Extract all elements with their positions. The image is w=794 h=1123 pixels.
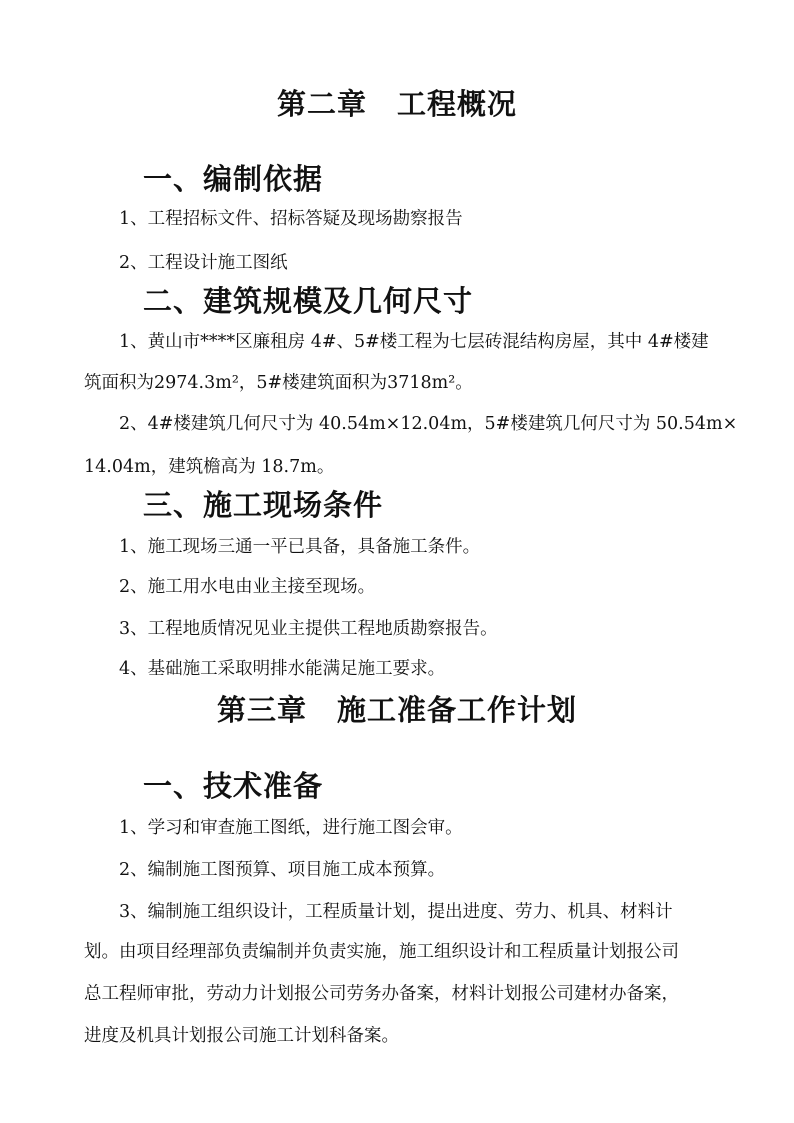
section-building-scale-title: 二、建筑规模及几何尺寸 — [143, 284, 474, 318]
list-item: 1、学习和审查施工图纸，进行施工图会审。 — [119, 818, 463, 838]
paragraph-line: 进度及机具计划报公司施工计划科备案。 — [84, 1026, 399, 1046]
list-item: 2、施工用水电由业主接至现场。 — [119, 577, 376, 597]
paragraph-line: 总工程师审批，劳动力计划报公司劳务办备案，材料计划报公司建材办备案， — [84, 984, 679, 1004]
list-item: 2、工程设计施工图纸 — [119, 253, 288, 273]
list-item: 1、施工现场三通一平已具备，具备施工条件。 — [119, 537, 481, 557]
section-compilation-basis-title: 一、编制依据 — [143, 162, 324, 196]
paragraph-line: 筑面积为2974.3m²，5#楼建筑面积为3718m²。 — [84, 373, 473, 393]
section-technical-preparation-title: 一、技术准备 — [143, 769, 324, 803]
list-item: 4、基础施工采取明排水能满足施工要求。 — [119, 659, 446, 679]
paragraph-line: 划。由项目经理部负责编制并负责实施，施工组织设计和工程质量计划报公司 — [84, 942, 679, 962]
paragraph-line: 2、4#楼建筑几何尺寸为 40.54m×12.04m，5#楼建筑几何尺寸为 50.54m× — [119, 414, 738, 434]
chapter-2-title: 第二章 工程概况 — [276, 87, 517, 121]
list-item: 3、工程地质情况见业主提供工程地质勘察报告。 — [119, 619, 498, 639]
chapter-3-title: 第三章 施工准备工作计划 — [216, 693, 577, 727]
section-site-conditions-title: 三、施工现场条件 — [143, 488, 384, 522]
list-item: 1、工程招标文件、招标答疑及现场勘察报告 — [119, 209, 463, 229]
paragraph-line: 14.04m，建筑檐高为 18.7m。 — [84, 457, 335, 477]
paragraph-line: 1、黄山市****区廉租房 4#、5#楼工程为七层砖混结构房屋，其中 4#楼建 — [119, 332, 709, 352]
paragraph-line: 3、编制施工组织设计，工程质量计划，提出进度、劳力、机具、材料计 — [119, 902, 673, 922]
list-item: 2、编制施工图预算、项目施工成本预算。 — [119, 860, 446, 880]
